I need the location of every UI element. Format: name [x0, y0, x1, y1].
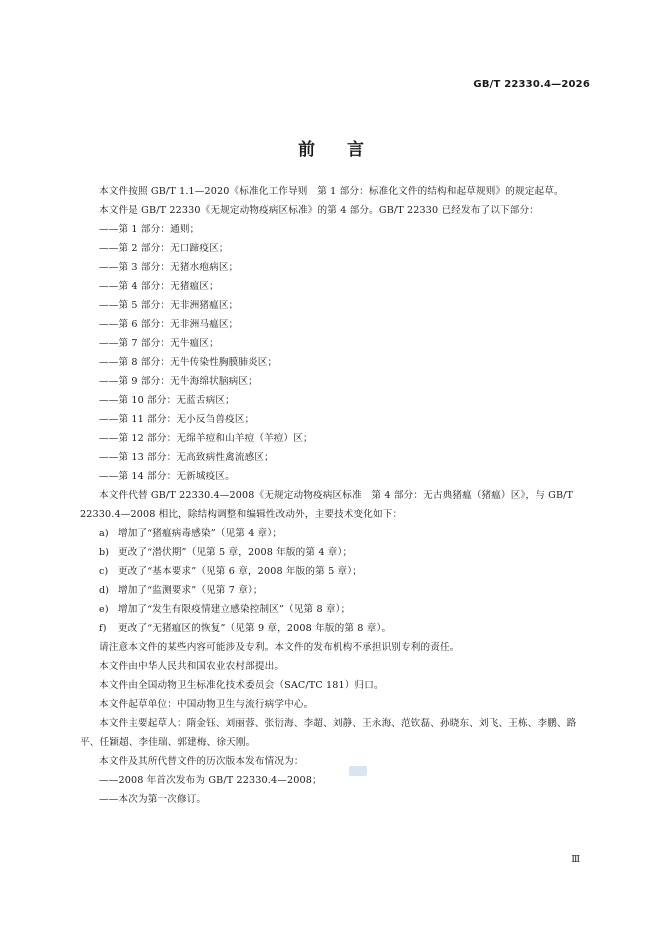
list-item — [80, 619, 590, 638]
item-text: 更改了“潜伏期”（见第 5 章，2008 年版的第 4 章）； — [118, 547, 353, 558]
changes-list — [80, 524, 590, 638]
list-item — [80, 600, 590, 619]
list-item: ——第 4 部分：无猪瘟区； — [99, 281, 219, 292]
item-label: b) — [99, 547, 110, 558]
list-item: ——第 12 部分：无绵羊痘和山羊痘（羊痘）区； — [99, 433, 313, 444]
item-label: a) — [99, 528, 109, 539]
page-number: Ⅲ — [571, 855, 580, 865]
list-item: ——第 8 部分：无牛传染性胸膜肺炎区； — [99, 357, 278, 368]
list-item: ——第 10 部分：无蓝舌病区； — [99, 395, 235, 406]
paragraph-drafting-rules: 本文件按照 GB/T 1.1—2020《标准化工作导则 第 1 部分：标准化文件的结构和起草规则》的规定起草。 — [99, 186, 564, 197]
item-label: f) — [99, 623, 107, 634]
list-item: ——第 7 部分：无牛瘟区； — [99, 338, 219, 349]
list-item: ——第 11 部分：无小反刍兽疫区； — [99, 414, 255, 425]
paragraph-history-intro: 本文件及其所代替文件的历次版本发布情况为： — [99, 756, 304, 767]
paragraph-replacement: 本文件代替 GB/T 22330.4—2008《无规定动物疫病区标准 第 4 部分：无古典猪瘟（猪瘟）区》，与 GB/T 22330.4—2008 相比，除结构调整和编辑性改动外，主要技术变化如下： — [80, 490, 574, 520]
list-item: ——2008 年首次发布为 GB/T 22330.4—2008； — [99, 775, 322, 786]
list-item: ——第 2 部分：无口蹄疫区； — [99, 243, 229, 254]
watermark-stamp — [349, 766, 367, 776]
list-item: ——第 14 部分：无新城疫区。 — [99, 471, 235, 482]
item-text: 增加了“发生有限疫情建立感染控制区”（见第 8 章）； — [118, 604, 351, 615]
list-item: ——本次为第一次修订。 — [99, 794, 207, 805]
item-text: 增加了“监测要求”（见第 7 章）； — [118, 585, 263, 596]
page-title: 前言 — [298, 140, 396, 160]
foreword-body — [80, 182, 590, 809]
list-item: ——第 3 部分：无猪水疱病区； — [99, 262, 239, 273]
list-item: ——第 13 部分：无高致病性禽流感区； — [99, 452, 274, 463]
list-item: ——第 1 部分：通则； — [99, 224, 200, 235]
list-item — [80, 581, 590, 600]
list-item — [80, 524, 590, 543]
paragraph-committee: 本文件由全国动物卫生标准化技术委员会（SAC/TC 181）归口。 — [99, 680, 384, 691]
list-item — [80, 562, 590, 581]
paragraph-patent-notice: 请注意本文件的某些内容可能涉及专利。本文件的发布机构不承担识别专利的责任。 — [99, 642, 460, 653]
list-item: ——第 6 部分：无非洲马瘟区； — [99, 319, 239, 330]
history-list — [80, 771, 590, 809]
paragraph-series-intro: 本文件是 GB/T 22330《无规定动物疫病区标准》的第 4 部分。GB/T 22330 已经发布了以下部分： — [99, 205, 539, 216]
list-item: ——第 5 部分：无非洲猪瘟区； — [99, 300, 239, 311]
item-text: 更改了“基本要求”（见第 6 章，2008 年版的第 5 章）； — [118, 566, 362, 577]
item-label: d) — [99, 585, 110, 596]
paragraph-proposer: 本文件由中华人民共和国农业农村部提出。 — [99, 661, 285, 672]
standard-number: GB/T 22330.4—2026 — [473, 79, 590, 90]
list-item — [80, 543, 590, 562]
paragraph-drafters: 本文件主要起草人：隋金钰、刘丽蓉、张衍海、李超、刘静、王永海、范钦磊、孙晓东、刘飞、王栋、李鹏、路平、任颖超、李佳瑞、郭建梅、徐天刚。 — [80, 718, 577, 748]
item-text: 增加了“猪瘟病毒感染”（见第 4 章）； — [118, 528, 283, 539]
item-text: 更改了“无猪瘟区的恢复”（见第 9 章，2008 年版的第 8 章）。 — [118, 623, 392, 634]
item-label: c) — [99, 566, 109, 577]
item-label: e) — [99, 604, 109, 615]
list-item: ——第 9 部分：无牛海绵状脑病区； — [99, 376, 258, 387]
paragraph-drafting-unit: 本文件起草单位：中国动物卫生与流行病学中心。 — [99, 699, 314, 710]
parts-list — [80, 220, 590, 486]
